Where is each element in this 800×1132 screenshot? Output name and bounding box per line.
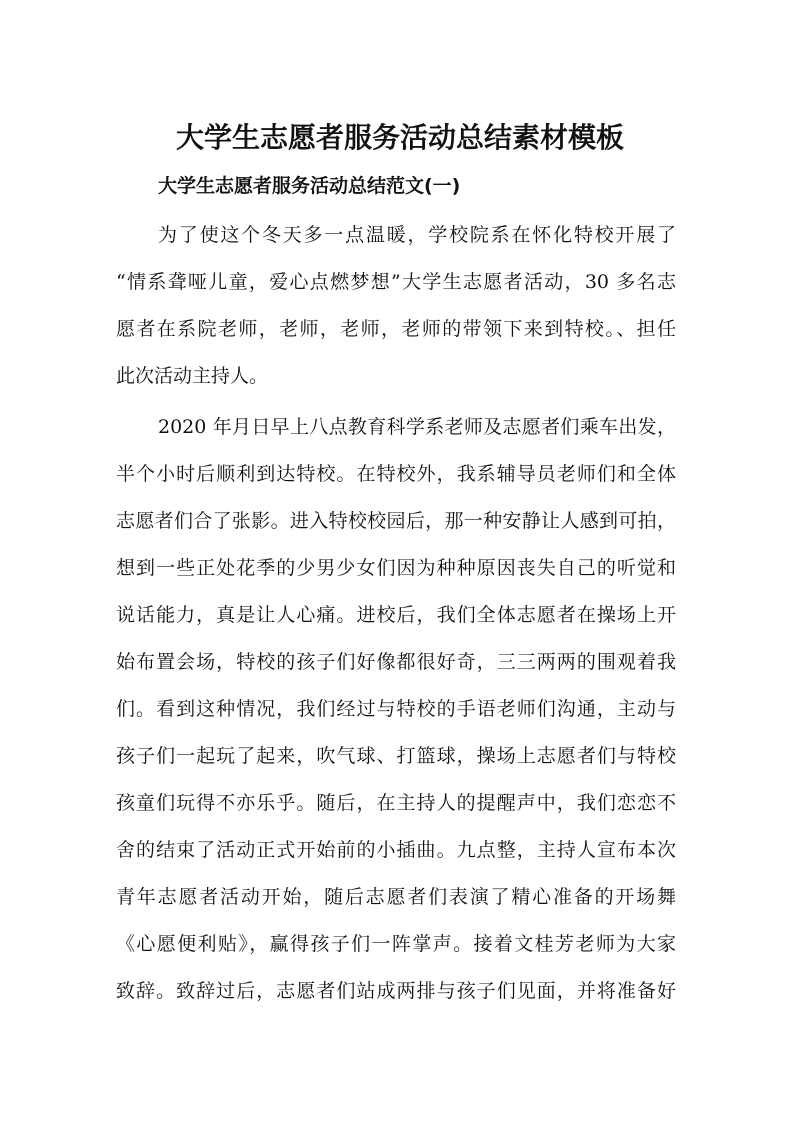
paragraph-2-line-10: 舍的结束了活动正式开始前的小插曲。九点整，主持人宣布本次: [116, 839, 676, 861]
paragraph-2-line-8: 孩子们一起玩了起来，吹气球、打篮球，操场上志愿者们与特校: [116, 745, 676, 767]
paragraph-2-line-5: 说话能力，真是让人心痛。进校后，我们全体志愿者在操场上开: [116, 604, 676, 626]
paragraph-2-line-3: 志愿者们合了张影。进入特校校园后，那一种安静让人感到可拍，: [116, 510, 676, 532]
paragraph-2-line-9: 孩童们玩得不亦乐乎。随后，在主持人的提醒声中，我们恋恋不: [116, 792, 676, 814]
paragraph-2-line-6: 始布置会场，特校的孩子们好像都很好奇，三三两两的围观着我: [116, 651, 676, 673]
paragraph-2-line-1: 2020 年月日早上八点教育科学系老师及志愿者们乘车出发，: [158, 416, 676, 438]
document-title: 大学生志愿者服务活动总结素材模板: [175, 121, 624, 154]
paragraph-1-line-4: 此次活动主持人。: [116, 365, 269, 387]
paragraph-1-line-1: 为了使这个冬天多一点温暖，学校院系在怀化特校开展了: [158, 224, 676, 246]
paragraph-2-line-7: 们。看到这种情况，我们经过与特校的手语老师们沟通，主动与: [116, 698, 676, 720]
paragraph-1-line-3: 愿者在系院老师，老师，老师，老师的带领下来到特校。、担任: [116, 318, 676, 340]
section-heading: 大学生志愿者服务活动总结范文(一): [158, 175, 461, 197]
paragraph-2-line-4: 想到一些正处花季的少男少女们因为种种原因丧失自己的听觉和: [116, 557, 676, 579]
paragraph-2-line-12: 《心愿便利贴》，赢得孩子们一阵掌声。接着文桂芳老师为大家: [116, 933, 676, 955]
paragraph-1-line-2: “情系聋哑儿童，爱心点燃梦想”大学生志愿者活动，30 多名志: [116, 271, 676, 293]
paragraph-2-line-13: 致辞。致辞过后，志愿者们站成两排与孩子们见面，并将准备好: [116, 980, 676, 1002]
paragraph-2-line-11: 青年志愿者活动开始，随后志愿者们表演了精心准备的开场舞: [116, 886, 676, 908]
paragraph-2-line-2: 半个小时后顺利到达特校。在特校外，我系辅导员老师们和全体: [116, 463, 676, 485]
